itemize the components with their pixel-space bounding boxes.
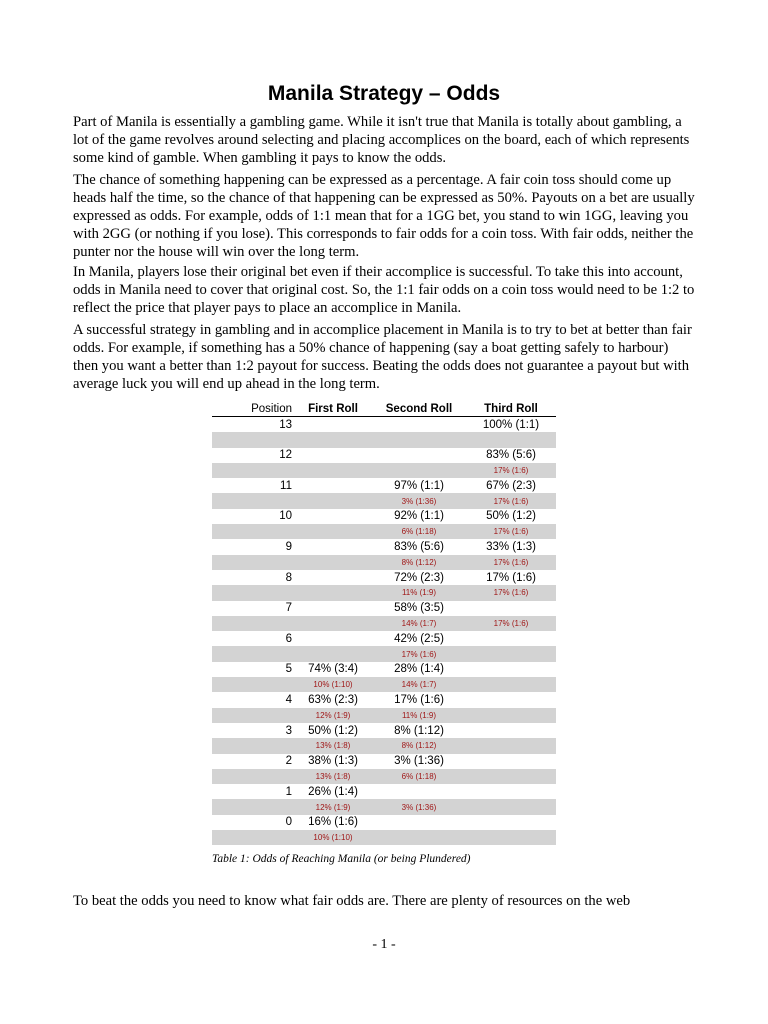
table-row <box>212 448 556 463</box>
table-row <box>212 539 556 554</box>
cell-third-sub: 17% (1:6) <box>466 555 556 570</box>
table-header-row <box>212 401 556 417</box>
cell-third-sub <box>466 677 556 692</box>
cell-first <box>294 631 372 646</box>
cell-first: 26% (1:4) <box>294 784 372 799</box>
cell-first <box>294 539 372 554</box>
table-row-plunder <box>212 708 556 723</box>
cell-first: 63% (2:3) <box>294 692 372 707</box>
cell-third-sub <box>466 708 556 723</box>
cell-first-sub <box>294 616 372 631</box>
table-row <box>212 631 556 646</box>
cell-third-sub <box>466 646 556 661</box>
cell-third: 67% (2:3) <box>466 478 556 493</box>
cell-third-sub: 17% (1:6) <box>466 616 556 631</box>
cell-third-sub <box>466 432 556 447</box>
cell-third <box>466 815 556 830</box>
cell-pos: 11 <box>212 478 294 493</box>
cell-third <box>466 784 556 799</box>
table-row <box>212 601 556 616</box>
paragraph-intro: Part of Manila is essentially a gambling game. While it isn't true that Manila is totally about gambling, a lot of the game revolves around selecting and placing accomplices on the board, each of which represents some kind of gamble. When gambling it pays to know the odds. <box>73 114 690 167</box>
cell-first-sub <box>294 555 372 570</box>
table-row-plunder <box>212 646 556 661</box>
cell-second: 92% (1:1) <box>372 509 466 524</box>
table-row-plunder <box>212 616 556 631</box>
cell-second-sub: 8% (1:12) <box>372 555 466 570</box>
cell-second <box>372 417 466 433</box>
paragraph-odds-explained: The chance of something happening can be expressed as a percentage. A fair coin toss should come up heads half the time, so the chance of that happening can be expressed as 50%. Payouts on a bet are usually expressed as odds. For example, odds of 1:1 mean that for a 1GG bet, you stand to win 1GG, leaving you with 2GG (or nothing if you lose). This corresponds to fair odds for a coin toss. With fair odds, neither the punter nor the house will win over the long term. <box>73 172 695 261</box>
cell-first-sub <box>294 646 372 661</box>
cell-first-sub <box>294 524 372 539</box>
cell-pos-empty <box>212 646 294 661</box>
cell-pos: 4 <box>212 692 294 707</box>
cell-first-sub: 10% (1:10) <box>294 677 372 692</box>
cell-pos: 10 <box>212 509 294 524</box>
cell-second-sub: 14% (1:7) <box>372 677 466 692</box>
cell-first <box>294 448 372 463</box>
cell-pos-empty <box>212 677 294 692</box>
cell-first: 50% (1:2) <box>294 723 372 738</box>
cell-third-sub <box>466 738 556 753</box>
cell-pos-empty <box>212 769 294 784</box>
table-row <box>212 478 556 493</box>
cell-second-sub: 8% (1:12) <box>372 738 466 753</box>
cell-pos: 0 <box>212 815 294 830</box>
cell-pos-empty <box>212 616 294 631</box>
header-second-roll: Second Roll <box>372 401 466 417</box>
cell-third: 33% (1:3) <box>466 539 556 554</box>
cell-pos: 12 <box>212 448 294 463</box>
cell-pos: 8 <box>212 570 294 585</box>
cell-second: 3% (1:36) <box>372 754 466 769</box>
cell-third: 50% (1:2) <box>466 509 556 524</box>
cell-third <box>466 692 556 707</box>
cell-second: 97% (1:1) <box>372 478 466 493</box>
cell-third <box>466 662 556 677</box>
cell-second <box>372 784 466 799</box>
cell-third <box>466 723 556 738</box>
cell-pos-empty <box>212 524 294 539</box>
cell-first-sub: 12% (1:9) <box>294 708 372 723</box>
table-row-plunder <box>212 432 556 447</box>
cell-second: 28% (1:4) <box>372 662 466 677</box>
page-number: - 1 - <box>372 937 396 952</box>
cell-third-sub: 17% (1:6) <box>466 585 556 600</box>
cell-second: 58% (3:5) <box>372 601 466 616</box>
cell-pos: 3 <box>212 723 294 738</box>
cell-pos-empty <box>212 463 294 478</box>
cell-second-sub: 6% (1:18) <box>372 524 466 539</box>
cell-second: 42% (2:5) <box>372 631 466 646</box>
cell-pos: 13 <box>212 417 294 433</box>
cell-third <box>466 601 556 616</box>
table-row <box>212 692 556 707</box>
cell-pos-empty <box>212 555 294 570</box>
cell-second <box>372 815 466 830</box>
table-row-plunder <box>212 463 556 478</box>
cell-pos: 7 <box>212 601 294 616</box>
table-row-plunder <box>212 677 556 692</box>
cell-pos: 9 <box>212 539 294 554</box>
table-row <box>212 784 556 799</box>
cell-second-sub <box>372 463 466 478</box>
cell-second <box>372 448 466 463</box>
cell-second-sub: 14% (1:7) <box>372 616 466 631</box>
paragraph-strategy: A successful strategy in gambling and in accomplice placement in Manila is to try to bet at better than fair odds. For example, if something has a 50% chance of happening (say a boat getting safely to harbour) then you want a better than 1:2 payout for success. Beating the odds does not guarantee a payout but with average luck you will end up ahead in the long term. <box>73 322 692 393</box>
table-caption: Table 1: Odds of Reaching Manila (or being Plundered) <box>212 853 471 865</box>
header-first-roll: First Roll <box>294 401 372 417</box>
cell-second: 83% (5:6) <box>372 539 466 554</box>
cell-second-sub: 3% (1:36) <box>372 799 466 814</box>
header-position: Position <box>212 401 294 417</box>
cell-second: 8% (1:12) <box>372 723 466 738</box>
table-row <box>212 417 556 433</box>
cell-pos: 6 <box>212 631 294 646</box>
paragraph-manila-odds: In Manila, players lose their original bet even if their accomplice is successful. To take this into account, odds in Manila need to cover that original cost. So, the 1:1 fair odds on a coin toss would need to be 1:2 to reflect the price that player pays to place an accomplice in Manila. <box>73 264 695 317</box>
cell-pos: 1 <box>212 784 294 799</box>
cell-second: 72% (2:3) <box>372 570 466 585</box>
table-row <box>212 570 556 585</box>
paragraph-beat-the-odds: To beat the odds you need to know what fair odds are. There are plenty of resources on the web <box>73 893 631 909</box>
cell-second-sub <box>372 830 466 845</box>
table-row <box>212 509 556 524</box>
cell-first <box>294 601 372 616</box>
cell-pos: 2 <box>212 754 294 769</box>
cell-first: 38% (1:3) <box>294 754 372 769</box>
cell-third-sub: 17% (1:6) <box>466 463 556 478</box>
cell-first-sub: 13% (1:8) <box>294 738 372 753</box>
cell-second-sub: 11% (1:9) <box>372 708 466 723</box>
cell-third-sub: 17% (1:6) <box>466 524 556 539</box>
cell-first-sub <box>294 585 372 600</box>
cell-pos-empty <box>212 799 294 814</box>
table-row <box>212 815 556 830</box>
table-row-plunder <box>212 799 556 814</box>
header-third-roll: Third Roll <box>466 401 556 417</box>
cell-second-sub: 17% (1:6) <box>372 646 466 661</box>
table-row-plunder <box>212 738 556 753</box>
cell-first-sub <box>294 463 372 478</box>
cell-first-sub: 10% (1:10) <box>294 830 372 845</box>
cell-third: 100% (1:1) <box>466 417 556 433</box>
cell-third <box>466 631 556 646</box>
table-row <box>212 662 556 677</box>
cell-first <box>294 509 372 524</box>
odds-table <box>212 401 556 845</box>
table-row <box>212 754 556 769</box>
cell-second-sub: 6% (1:18) <box>372 769 466 784</box>
cell-second-sub: 11% (1:9) <box>372 585 466 600</box>
cell-first-sub: 13% (1:8) <box>294 769 372 784</box>
cell-pos-empty <box>212 432 294 447</box>
cell-third: 17% (1:6) <box>466 570 556 585</box>
cell-third: 83% (5:6) <box>466 448 556 463</box>
cell-pos-empty <box>212 738 294 753</box>
cell-second-sub <box>372 432 466 447</box>
document-title: Manila Strategy – Odds <box>267 82 501 105</box>
table-row-plunder <box>212 493 556 508</box>
table-row-plunder <box>212 524 556 539</box>
table-row-plunder <box>212 585 556 600</box>
cell-pos-empty <box>212 493 294 508</box>
cell-first <box>294 417 372 433</box>
cell-first <box>294 478 372 493</box>
cell-pos-empty <box>212 830 294 845</box>
cell-first-sub <box>294 493 372 508</box>
cell-first-sub <box>294 432 372 447</box>
cell-first: 16% (1:6) <box>294 815 372 830</box>
cell-third-sub <box>466 769 556 784</box>
cell-pos-empty <box>212 585 294 600</box>
table-row-plunder <box>212 769 556 784</box>
table-row-plunder <box>212 555 556 570</box>
table-body <box>212 417 556 846</box>
cell-second: 17% (1:6) <box>372 692 466 707</box>
cell-third-sub <box>466 799 556 814</box>
cell-pos: 5 <box>212 662 294 677</box>
cell-third-sub: 17% (1:6) <box>466 493 556 508</box>
cell-second-sub: 3% (1:36) <box>372 493 466 508</box>
cell-pos-empty <box>212 708 294 723</box>
cell-third <box>466 754 556 769</box>
cell-first <box>294 570 372 585</box>
table-row <box>212 723 556 738</box>
cell-first: 74% (3:4) <box>294 662 372 677</box>
cell-first-sub: 12% (1:9) <box>294 799 372 814</box>
table-row-plunder <box>212 830 556 845</box>
cell-third-sub <box>466 830 556 845</box>
